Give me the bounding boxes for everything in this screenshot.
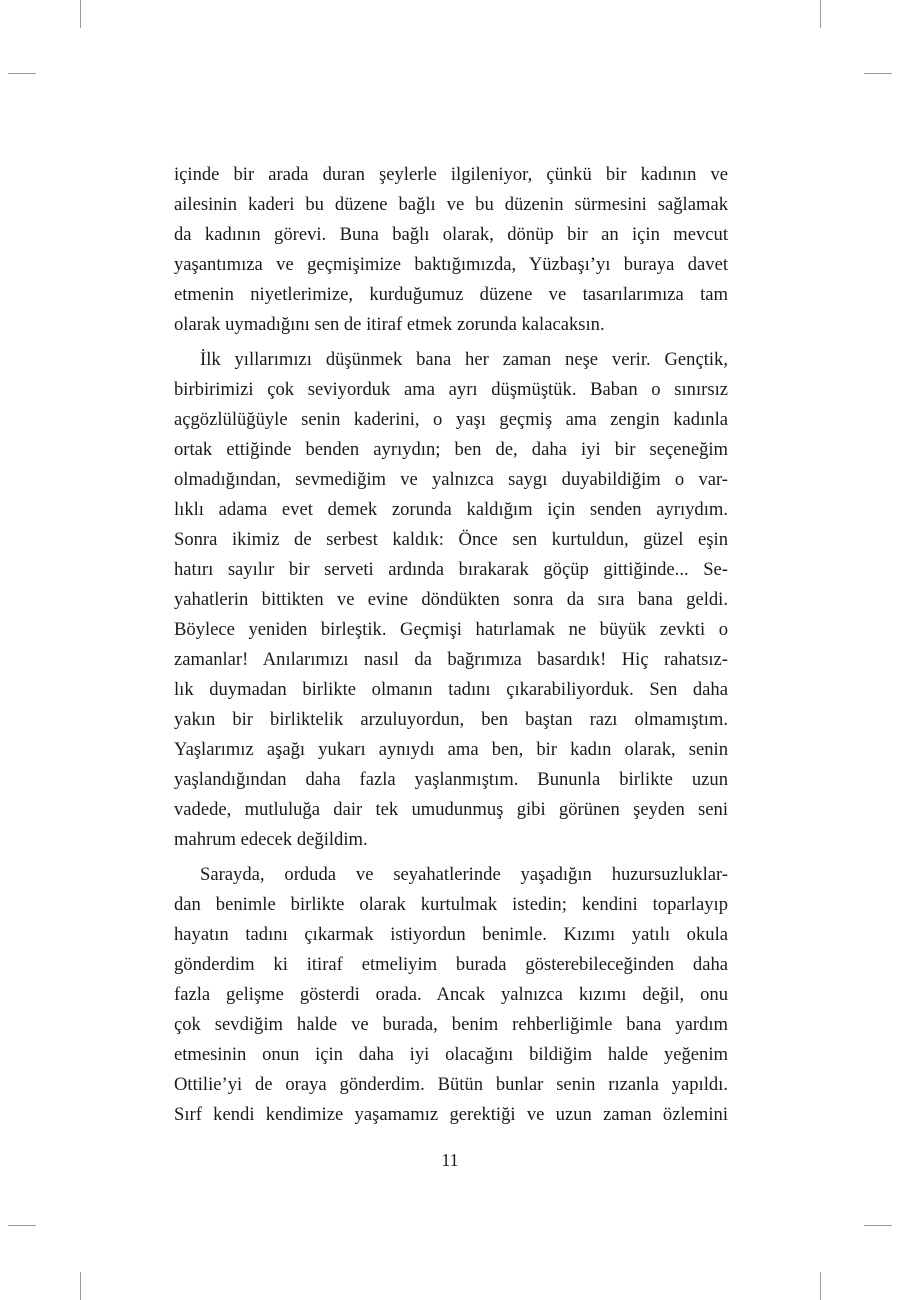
text-line: yaşlandığından daha fazla yaşlanmıştım. Bununla birlikte uzun (174, 769, 728, 790)
text-line: ailesinin kaderi bu düzene bağlı ve bu düzenin sürmesini sağlamak (174, 194, 728, 215)
text-line: zamanlar! Anılarımızı nasıl da bağrımıza basardık! Hiç rahatsız- (174, 649, 728, 670)
text-line: da kadının görevi. Buna bağlı olarak, dönüp bir an için mevcut (174, 224, 728, 245)
text-line: lıklı adama evet demek zorunda kaldığım için senden ayrıydım. (174, 499, 728, 520)
crop-mark-bottom-left (80, 1272, 81, 1300)
text-line: olmadığından, sevmediğim ve yalnızca saygı duyabildiğim o var- (174, 469, 728, 490)
text-line: vadede, mutluluğa dair tek umudunmuş gibi görünen şeyden seni (174, 799, 728, 820)
text-line: yahatlerin bittikten ve evine döndükten sonra da sıra bana geldi. (174, 589, 728, 610)
page-number: 11 (441, 1150, 459, 1170)
text-line: etmenin niyetlerimize, kurduğumuz düzene ve tasarılarımıza tam (174, 284, 728, 305)
crop-mark-bottom-right (820, 1272, 821, 1300)
text-line: lık duymadan birlikte olmanın tadını çıkarabiliyorduk. Sen daha (174, 679, 728, 700)
text-line: Sırf kendi kendimize yaşamamız gerektiği ve uzun zaman özlemini (174, 1104, 728, 1125)
crop-mark-right-lower (864, 1225, 892, 1226)
crop-mark-left-lower (8, 1225, 36, 1226)
crop-mark-left-upper (8, 73, 36, 74)
text-line: yakın bir birliktelik arzuluyordun, ben baştan razı olmamıştım. (174, 709, 728, 730)
text-line: mahrum edecek değildim. (174, 829, 368, 850)
text-line: olarak uymadığını sen de itiraf etmek zorunda kalacaksın. (174, 314, 605, 335)
text-line: etmesinin onun için daha iyi olacağını bildiğim halde yeğenim (174, 1044, 728, 1065)
text-line: hayatın tadını çıkarmak istiyordun benimle. Kızımı yatılı okula (174, 924, 728, 945)
crop-mark-top-right (820, 0, 821, 28)
paragraph-2 (174, 345, 728, 855)
text-line: fazla gelişme gösterdi orada. Ancak yalnızca kızımı değil, onu (174, 984, 728, 1005)
text-line: Sarayda, orduda ve seyahatlerinde yaşadığın huzursuzluklar- (200, 864, 728, 885)
text-line: içinde bir arada duran şeylerle ilgileniyor, çünkü bir kadının ve (174, 164, 728, 185)
text-line: birbirimizi çok seviyorduk ama ayrı düşmüştük. Baban o sınırsız (174, 379, 728, 400)
crop-mark-right-upper (864, 73, 892, 74)
text-line: çok sevdiğim halde ve burada, benim rehberliğimle bana yardım (174, 1014, 728, 1035)
paragraph-3 (174, 860, 728, 1130)
text-line: yaşantımıza ve geçmişimize baktığımızda, Yüzbaşı’yı buraya davet (174, 254, 728, 275)
text-line: ortak ettiğinde benden ayrıydın; ben de, daha iyi bir seçeneğim (174, 439, 728, 460)
text-line: Böylece yeniden birleştik. Geçmişi hatırlamak ne büyük zevkti o (174, 619, 728, 640)
text-line: gönderdim ki itiraf etmeliyim burada gösterebileceğinden daha (174, 954, 728, 975)
text-line: açgözlülüğüyle senin kaderini, o yaşı geçmiş ama zengin kadınla (174, 409, 728, 430)
crop-mark-top-left (80, 0, 81, 28)
text-line: dan benimle birlikte olarak kurtulmak istedin; kendini toparlayıp (174, 894, 728, 915)
text-line: Yaşlarımız aşağı yukarı aynıydı ama ben, bir kadın olarak, senin (174, 739, 728, 760)
paragraph-1 (174, 160, 728, 340)
text-line: İlk yıllarımızı düşünmek bana her zaman neşe verir. Gençtik, (200, 349, 728, 370)
text-line: Ottilie’yi de oraya gönderdim. Bütün bunlar senin rızanla yapıldı. (174, 1074, 728, 1095)
text-line: hatırı sayılır bir serveti ardında bırakarak göçüp gittiğinde... Se- (174, 559, 728, 580)
body-text (174, 160, 728, 1130)
text-line: Sonra ikimiz de serbest kaldık: Önce sen kurtuldun, güzel eşin (174, 529, 728, 550)
